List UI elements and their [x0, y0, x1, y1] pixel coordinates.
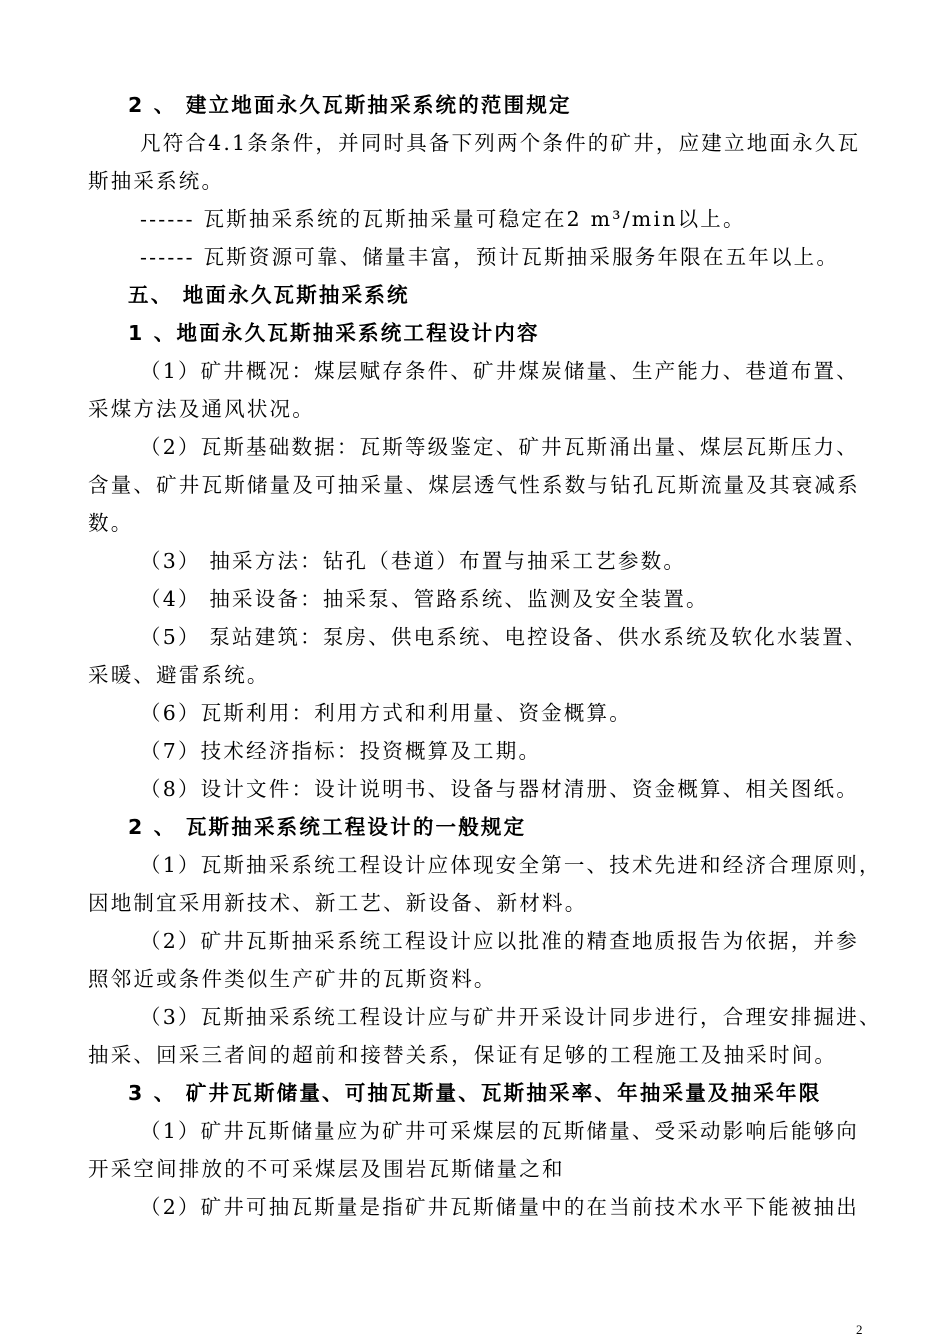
section-heading-5: 五、 地面永久瓦斯抽采系统	[128, 283, 410, 307]
paragraph-line: （1）瓦斯抽采系统工程设计应体现安全第一、技术先进和经济合理原则，	[140, 853, 882, 877]
paragraph-line: （7）技术经济指标：投资概算及工期。	[140, 739, 542, 763]
paragraph-line: 含量、矿井瓦斯储量及可抽采量、煤层透气性系数与钻孔瓦斯流量及其衰减系	[88, 473, 860, 497]
paragraph-line: （3）瓦斯抽采系统工程设计应与矿井开采设计同步进行，合理安排掘进、	[140, 1005, 882, 1029]
paragraph-line: 照邻近或条件类似生产矿井的瓦斯资料。	[88, 967, 497, 991]
paragraph-line: （3） 抽采方法：钻孔（巷道）布置与抽采工艺参数。	[140, 549, 687, 573]
paragraph-line: （5） 泵站建筑：泵房、供电系统、电控设备、供水系统及软化水装置、	[140, 625, 868, 649]
section-heading-3: 3 、 矿井瓦斯储量、可抽瓦斯量、瓦斯抽采率、年抽采量及抽采年限	[128, 1081, 822, 1105]
section-heading-2b: 2 、 瓦斯抽采系统工程设计的一般规定	[128, 815, 527, 839]
paragraph-line: ------ 瓦斯资源可靠、储量丰富，预计瓦斯抽采服务年限在五年以上。	[140, 245, 840, 269]
paragraph-line: （2）矿井瓦斯抽采系统工程设计应以批准的精查地质报告为依据，并参	[140, 929, 859, 953]
section-heading-1: 1 、地面永久瓦斯抽采系统工程设计内容	[128, 321, 540, 345]
paragraph-line: ------ 瓦斯抽采系统的瓦斯抽采量可稳定在2 m³/min以上。	[140, 207, 746, 231]
paragraph-line: （4） 抽采设备：抽采泵、管路系统、监测及安全装置。	[140, 587, 709, 611]
paragraph-line: 因地制宜采用新技术、新工艺、新设备、新材料。	[88, 891, 588, 915]
paragraph-line: （2）瓦斯基础数据：瓦斯等级鉴定、矿井瓦斯涌出量、煤层瓦斯压力、	[140, 435, 859, 459]
section-heading-2: 2 、 建立地面永久瓦斯抽采系统的范围规定	[128, 93, 572, 117]
paragraph-line: （1）矿井瓦斯储量应为矿井可采煤层的瓦斯储量、受采动影响后能够向	[140, 1119, 859, 1143]
paragraph-line: 斯抽采系统。	[88, 169, 225, 193]
paragraph-line: （6）瓦斯利用：利用方式和利用量、资金概算。	[140, 701, 632, 725]
paragraph-line: （2）矿井可抽瓦斯量是指矿井瓦斯储量中的在当前技术水平下能被抽出	[140, 1195, 859, 1219]
paragraph-line: 开采空间排放的不可采煤层及围岩瓦斯储量之和	[88, 1157, 565, 1181]
paragraph-line: 抽采、回采三者间的超前和接替关系，保证有足够的工程施工及抽采时间。	[88, 1043, 838, 1067]
paragraph-line: （8）设计文件：设计说明书、设备与器材清册、资金概算、相关图纸。	[140, 777, 859, 801]
paragraph-line: （1）矿井概况：煤层赋存条件、矿井煤炭储量、生产能力、巷道布置、	[140, 359, 859, 383]
paragraph-line: 数。	[88, 511, 134, 535]
page-number: 2	[856, 1322, 863, 1337]
paragraph-line: 采暖、避雷系统。	[88, 663, 270, 687]
paragraph-line: 采煤方法及通风状况。	[88, 397, 315, 421]
paragraph-line: 凡符合4.1条条件，并同时具备下列两个条件的矿井，应建立地面永久瓦	[140, 131, 861, 155]
